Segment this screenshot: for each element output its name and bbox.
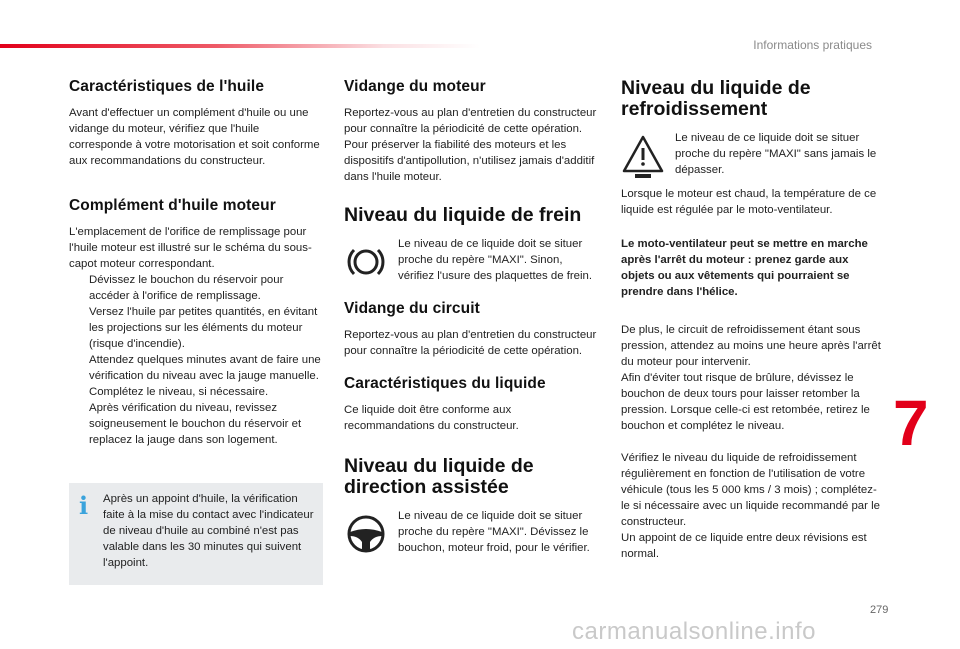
power-steering-heading: Niveau du liquide de direction assistée <box>344 455 534 498</box>
list-item: Attendez quelques minutes avant de faire une vérification du niveau avec la jauge manuelle. <box>89 354 321 382</box>
brake-fluid-heading: Niveau du liquide de frein <box>344 204 582 226</box>
info-note-box <box>69 483 323 585</box>
fluid-characteristics-heading: Caractéristiques du liquide <box>344 375 546 392</box>
brake-warning-icon <box>344 240 388 284</box>
oil-topup-heading: Complément d'huile moteur <box>69 197 276 214</box>
list-item: Après vérification du niveau, revissez soigneusement le bouchon du réservoir et replacez la jauge dans son logement. <box>89 402 302 446</box>
engine-oil-change-heading: Vidange du moteur <box>344 78 486 95</box>
coolant-block <box>621 130 883 178</box>
coolant-warning-icon <box>621 134 665 178</box>
chapter-number: 7 <box>893 387 929 459</box>
brake-fluid-text: Le niveau de ce liquide doit se situer proche du repère "MAXI". Sinon, vérifiez l'usure des plaquettes de frein. <box>398 238 593 282</box>
fluid-characteristics-text: Ce liquide doit être conforme aux recommandations du constructeur. <box>344 404 519 432</box>
list-item: Complétez le niveau, si nécessaire. <box>89 386 269 398</box>
list-item: Versez l'huile par petites quantités, en évitant les projections sur les éléments du moteur (risque d'incendie). <box>89 306 318 350</box>
pressure-warning-text: De plus, le circuit de refroidissement étant sous pression, attendez au moins une heure après l'arrêt du moteur pour intervenir. <box>621 324 881 368</box>
oil-characteristics-text: Avant d'effectuer un complément d'huile ou une vidange du moteur, vérifiez que l'huile corresponde à votre motorisation et soit conforme aux recommandations du constructeur. <box>69 107 320 167</box>
fan-warning-text: Le moto-ventilateur peut se mettre en marche après l'arrêt du moteur : prenez garde aux objets ou aux vêtements qui pourraient se prendre dans l'hélice. <box>621 238 868 298</box>
page-number: 279 <box>870 604 889 616</box>
info-icon: i <box>79 491 89 520</box>
engine-oil-change-text-1: Reportez-vous au plan d'entretien du constructeur pour connaître la périodicité de cette opération. <box>344 107 597 135</box>
column-middle <box>344 78 599 556</box>
steering-wheel-icon <box>344 512 388 556</box>
info-note-text: Après un appoint d'huile, la vérification faite à la mise du contact avec l'indicateur de niveau d'huile au combiné n'est pas valable dans les 30 minutes qui suivent l'appoint. <box>103 493 314 569</box>
watermark: carmanualsonline.info <box>572 618 816 645</box>
coolant-text: Le niveau de ce liquide doit se situer proche du repère "MAXI" sans jamais le dépasser. <box>675 132 877 176</box>
coolant-heading: Niveau du liquide de refroidissement <box>621 77 811 120</box>
list-item: Dévissez le bouchon du réservoir pour accéder à l'orifice de remplissage. <box>89 274 284 302</box>
header-accent-bar <box>0 44 480 48</box>
coolant-temperature-text: Lorsque le moteur est chaud, la température de ce liquide est régulée par le moto-ventilateur. <box>621 188 877 216</box>
oil-topup-text: L'emplacement de l'orifice de remplissage pour l'huile moteur est illustré sur le schéma du sous-capot moteur correspondant. <box>69 226 312 270</box>
column-left <box>69 78 324 448</box>
section-header-title: Informations pratiques <box>753 38 872 52</box>
oil-topup-steps <box>69 272 324 448</box>
circuit-drain-heading: Vidange du circuit <box>344 300 480 317</box>
brake-fluid-block <box>344 236 599 284</box>
burn-risk-text: Afin d'éviter tout risque de brûlure, dévissez le bouchon de deux tours pour laisser retomber la pression. Lorsque celle-ci est retombée, retirez le bouchon et complétez le niveau. <box>621 372 870 432</box>
circuit-drain-text: Reportez-vous au plan d'entretien du constructeur pour connaître la périodicité de cette opération. <box>344 329 597 357</box>
power-steering-text: Le niveau de ce liquide doit se situer proche du repère "MAXI". Dévissez le bouchon, moteur froid, pour le vérifier. <box>398 510 590 554</box>
column-right <box>621 78 883 562</box>
power-steering-block <box>344 508 599 556</box>
coolant-topup-note: Un appoint de ce liquide entre deux révisions est normal. <box>621 532 867 560</box>
engine-oil-change-text-2: Pour préserver la fiabilité des moteurs et les dispositifs d'antipollution, n'utilisez jamais d'additif dans l'huile moteur. <box>344 139 595 183</box>
oil-characteristics-heading: Caractéristiques de l'huile <box>69 78 265 95</box>
coolant-check-text: Vérifiez le niveau du liquide de refroidissement régulièrement en fonction de l'utilisation de votre véhicule (tous les 5 000 kms / 3 mois) ; complétez-le si nécessaire avec un liquide recommandé par le constructeur. <box>621 452 880 528</box>
